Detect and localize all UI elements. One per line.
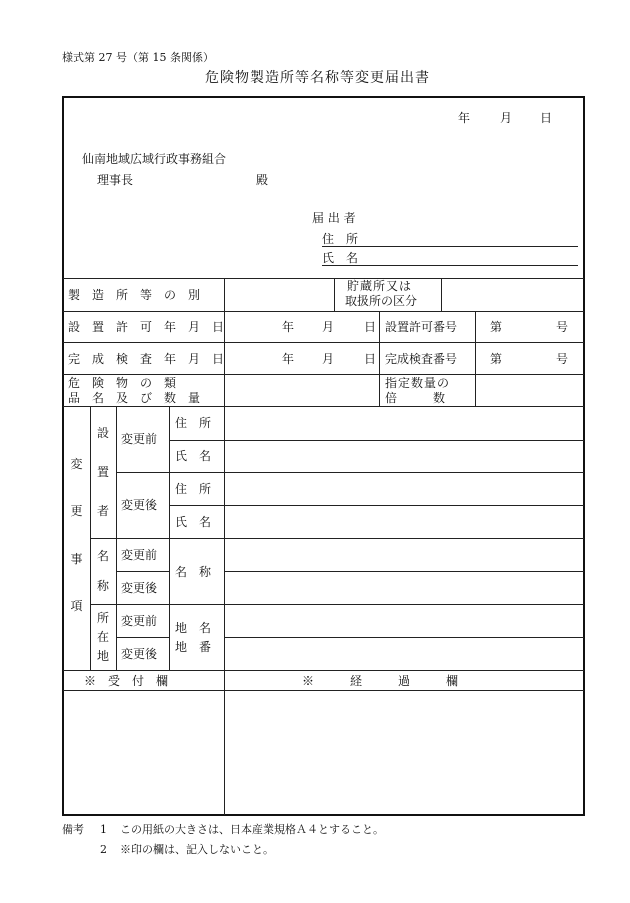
permit-date-year: 年 bbox=[282, 320, 295, 334]
date-year-label: 年 bbox=[458, 111, 471, 125]
completion-date-label: 完 成 検 査 年 月 日 bbox=[68, 352, 225, 366]
installer-char: 者 bbox=[96, 503, 109, 518]
installer-before-name-label: 氏 名 bbox=[175, 449, 212, 463]
line-v-storage-right bbox=[441, 278, 442, 311]
location-char: 所 bbox=[96, 610, 109, 625]
change-items-char: 変 bbox=[70, 456, 83, 471]
addressee-title: 理事長 bbox=[97, 173, 134, 187]
line-h6 bbox=[169, 440, 584, 441]
line-h9 bbox=[90, 538, 584, 539]
location-before-label: 変更前 bbox=[121, 614, 158, 628]
line-h1 bbox=[63, 278, 584, 279]
form-label: 様式第 27 号（第 15 条関係） bbox=[62, 51, 214, 64]
completion-number-prefix: 第 bbox=[490, 352, 503, 366]
name-before-label: 変更前 bbox=[121, 548, 158, 562]
completion-number-suffix: 号 bbox=[556, 352, 569, 366]
location-char: 地 bbox=[96, 649, 109, 664]
date-month-label: 月 bbox=[500, 111, 513, 125]
name-meisho-label: 名 称 bbox=[175, 565, 212, 579]
note-2-number: 2 bbox=[100, 843, 107, 856]
permit-number-label: 設置許可番号 bbox=[385, 320, 458, 334]
line-h4 bbox=[63, 374, 584, 375]
name-after-label: 変更後 bbox=[121, 581, 158, 595]
line-v-number-left bbox=[475, 311, 476, 406]
notes-label: 備考 bbox=[62, 823, 84, 836]
line-v-beforeafter bbox=[169, 406, 170, 670]
line-h12a bbox=[116, 637, 169, 638]
line-h2 bbox=[63, 311, 584, 312]
completion-date-year: 年 bbox=[282, 352, 295, 366]
installer-after-address-label: 住 所 bbox=[175, 482, 212, 496]
form-title: 危険物製造所等名称等変更届出書 bbox=[205, 70, 430, 86]
line-v-main bbox=[224, 278, 225, 815]
completion-date-month: 月 bbox=[322, 352, 335, 366]
location-chiban-label: 地 番 bbox=[175, 640, 212, 654]
completion-number-label: 完成検査番号 bbox=[385, 352, 458, 366]
line-h10b bbox=[224, 571, 584, 572]
hazmat-label-1: 危 険 物 の 類 bbox=[68, 376, 177, 390]
hazmat-label-2: 品 名 及 び 数 量 bbox=[68, 391, 201, 405]
name-char: 称 bbox=[96, 579, 109, 593]
permit-date-label: 設 置 許 可 年 月 日 bbox=[68, 320, 225, 334]
notifier-address-label: 住 所 bbox=[322, 232, 359, 246]
line-h11 bbox=[90, 604, 584, 605]
name-label bbox=[90, 541, 116, 601]
line-v-sub bbox=[116, 406, 117, 670]
reception-label: ※ 受 付 欄 bbox=[84, 674, 169, 688]
storage-class-label-1: 貯蔵所又は bbox=[347, 279, 413, 293]
change-items-char: 項 bbox=[70, 599, 83, 614]
notifier-name-label: 氏 名 bbox=[322, 251, 359, 265]
permit-number-suffix: 号 bbox=[556, 320, 569, 334]
location-label bbox=[90, 608, 116, 666]
installer-label bbox=[90, 414, 116, 530]
location-char: 在 bbox=[96, 629, 109, 644]
date-day-label: 日 bbox=[540, 111, 553, 125]
name-char: 名 bbox=[96, 549, 109, 563]
installer-after-name-label: 氏 名 bbox=[175, 515, 212, 529]
line-h3 bbox=[63, 342, 584, 343]
progress-label: ※ 経 過 欄 bbox=[302, 674, 459, 688]
addressee-honorific: 殿 bbox=[256, 173, 269, 187]
line-h5 bbox=[63, 406, 584, 407]
line-v-date-right bbox=[379, 311, 380, 406]
installer-char: 置 bbox=[96, 464, 109, 479]
facility-type-label: 製 造 所 等 の 別 bbox=[68, 288, 201, 302]
installer-before-label: 変更前 bbox=[121, 432, 158, 446]
note-1-number: 1 bbox=[100, 823, 107, 836]
installer-before-address-label: 住 所 bbox=[175, 416, 212, 430]
location-after-label: 変更後 bbox=[121, 647, 158, 661]
line-h8 bbox=[169, 505, 584, 506]
addressee-org: 仙南地域広域行政事務組合 bbox=[82, 152, 227, 166]
line-h12b bbox=[224, 637, 584, 638]
form-frame bbox=[62, 96, 585, 816]
change-items-label bbox=[63, 440, 90, 630]
notifier-address-line bbox=[322, 246, 578, 247]
completion-date-day: 日 bbox=[364, 352, 377, 366]
multiple-label-2: 倍 数 bbox=[385, 391, 446, 405]
notifier-name-line bbox=[322, 265, 578, 266]
line-h13 bbox=[63, 670, 584, 671]
notifier-label: 届 出 者 bbox=[312, 211, 356, 225]
permit-date-month: 月 bbox=[322, 320, 335, 334]
installer-char: 設 bbox=[96, 426, 109, 441]
storage-class-label-2: 取扱所の区分 bbox=[345, 294, 418, 308]
note-1-text: この用紙の大きさは、日本産業規格Ａ４とすること。 bbox=[120, 823, 384, 836]
note-2-text: ※印の欄は、記入しないこと。 bbox=[120, 843, 274, 856]
permit-number-prefix: 第 bbox=[490, 320, 503, 334]
line-v-storage-left bbox=[334, 278, 335, 311]
location-chimei-label: 地 名 bbox=[175, 621, 212, 635]
change-items-char: 事 bbox=[70, 551, 83, 566]
multiple-label-1: 指定数量の bbox=[385, 376, 451, 390]
installer-after-label: 変更後 bbox=[121, 498, 158, 512]
line-h10a bbox=[116, 571, 169, 572]
permit-date-day: 日 bbox=[364, 320, 377, 334]
line-h14 bbox=[63, 690, 584, 691]
line-h7 bbox=[116, 472, 584, 473]
change-items-char: 更 bbox=[70, 504, 83, 519]
